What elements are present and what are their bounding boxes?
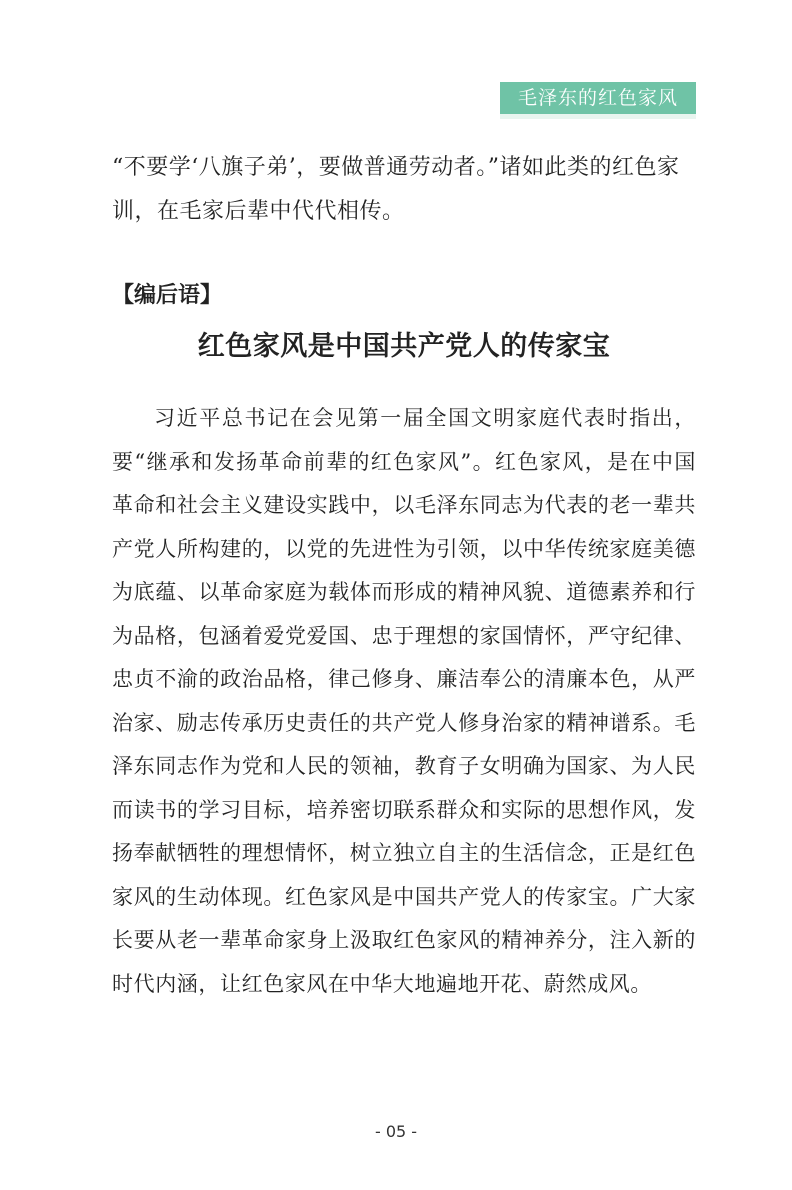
section-title: 红色家风是中国共产党人的传家宝 bbox=[197, 331, 611, 362]
chapter-title-tab: 毛泽东的红色家风 bbox=[500, 82, 696, 114]
carryover-paragraph: “不要学‘八旗子弟’，要做普通劳动者。”诸如此类的红色家训，在毛家后辈中代代相传。 bbox=[112, 155, 680, 224]
body-paragraph: 习近平总书记在会见第一届全国文明家庭代表时指出，要“继承和发扬革命前辈的红色家风”。红色家风，是在中国革命和社会主义建设实践中，以毛泽东同志为代表的老一辈共产党人所构建的，以党的先进性为引领，以中华传统家庭美德为底蕴、以革命家庭为载体而形成的精神风貌、道德素养和行为品格，包涵着爱党爱国、忠于理想的家国情怀，严守纪律、忠贞不渝的政治品格，律己修身、廉洁奉公的清廉本色，从严治家、励志传承历史责任的共产党人修身治家的精神谱系。毛泽东同志作为党和人民的领袖，教育子女明确为国家、为人民而读书的学习目标，培养密切联系群众和实际的思想作风，发扬奉献牺牲的理想情怀，树立独立自主的生活信念，正是红色家风的生动体现。红色家风是中国共产党人的传家宝。广大家长要从老一辈革命家身上汲取红色家风的精神养分，注入新的时代内涵，让红色家风在中华大地遍地开花、蔚然成风。 bbox=[112, 406, 696, 996]
page-number: - 05 - bbox=[374, 1122, 418, 1141]
editor-note-label: 【编后语】 bbox=[112, 283, 223, 308]
header-underline bbox=[500, 114, 696, 119]
